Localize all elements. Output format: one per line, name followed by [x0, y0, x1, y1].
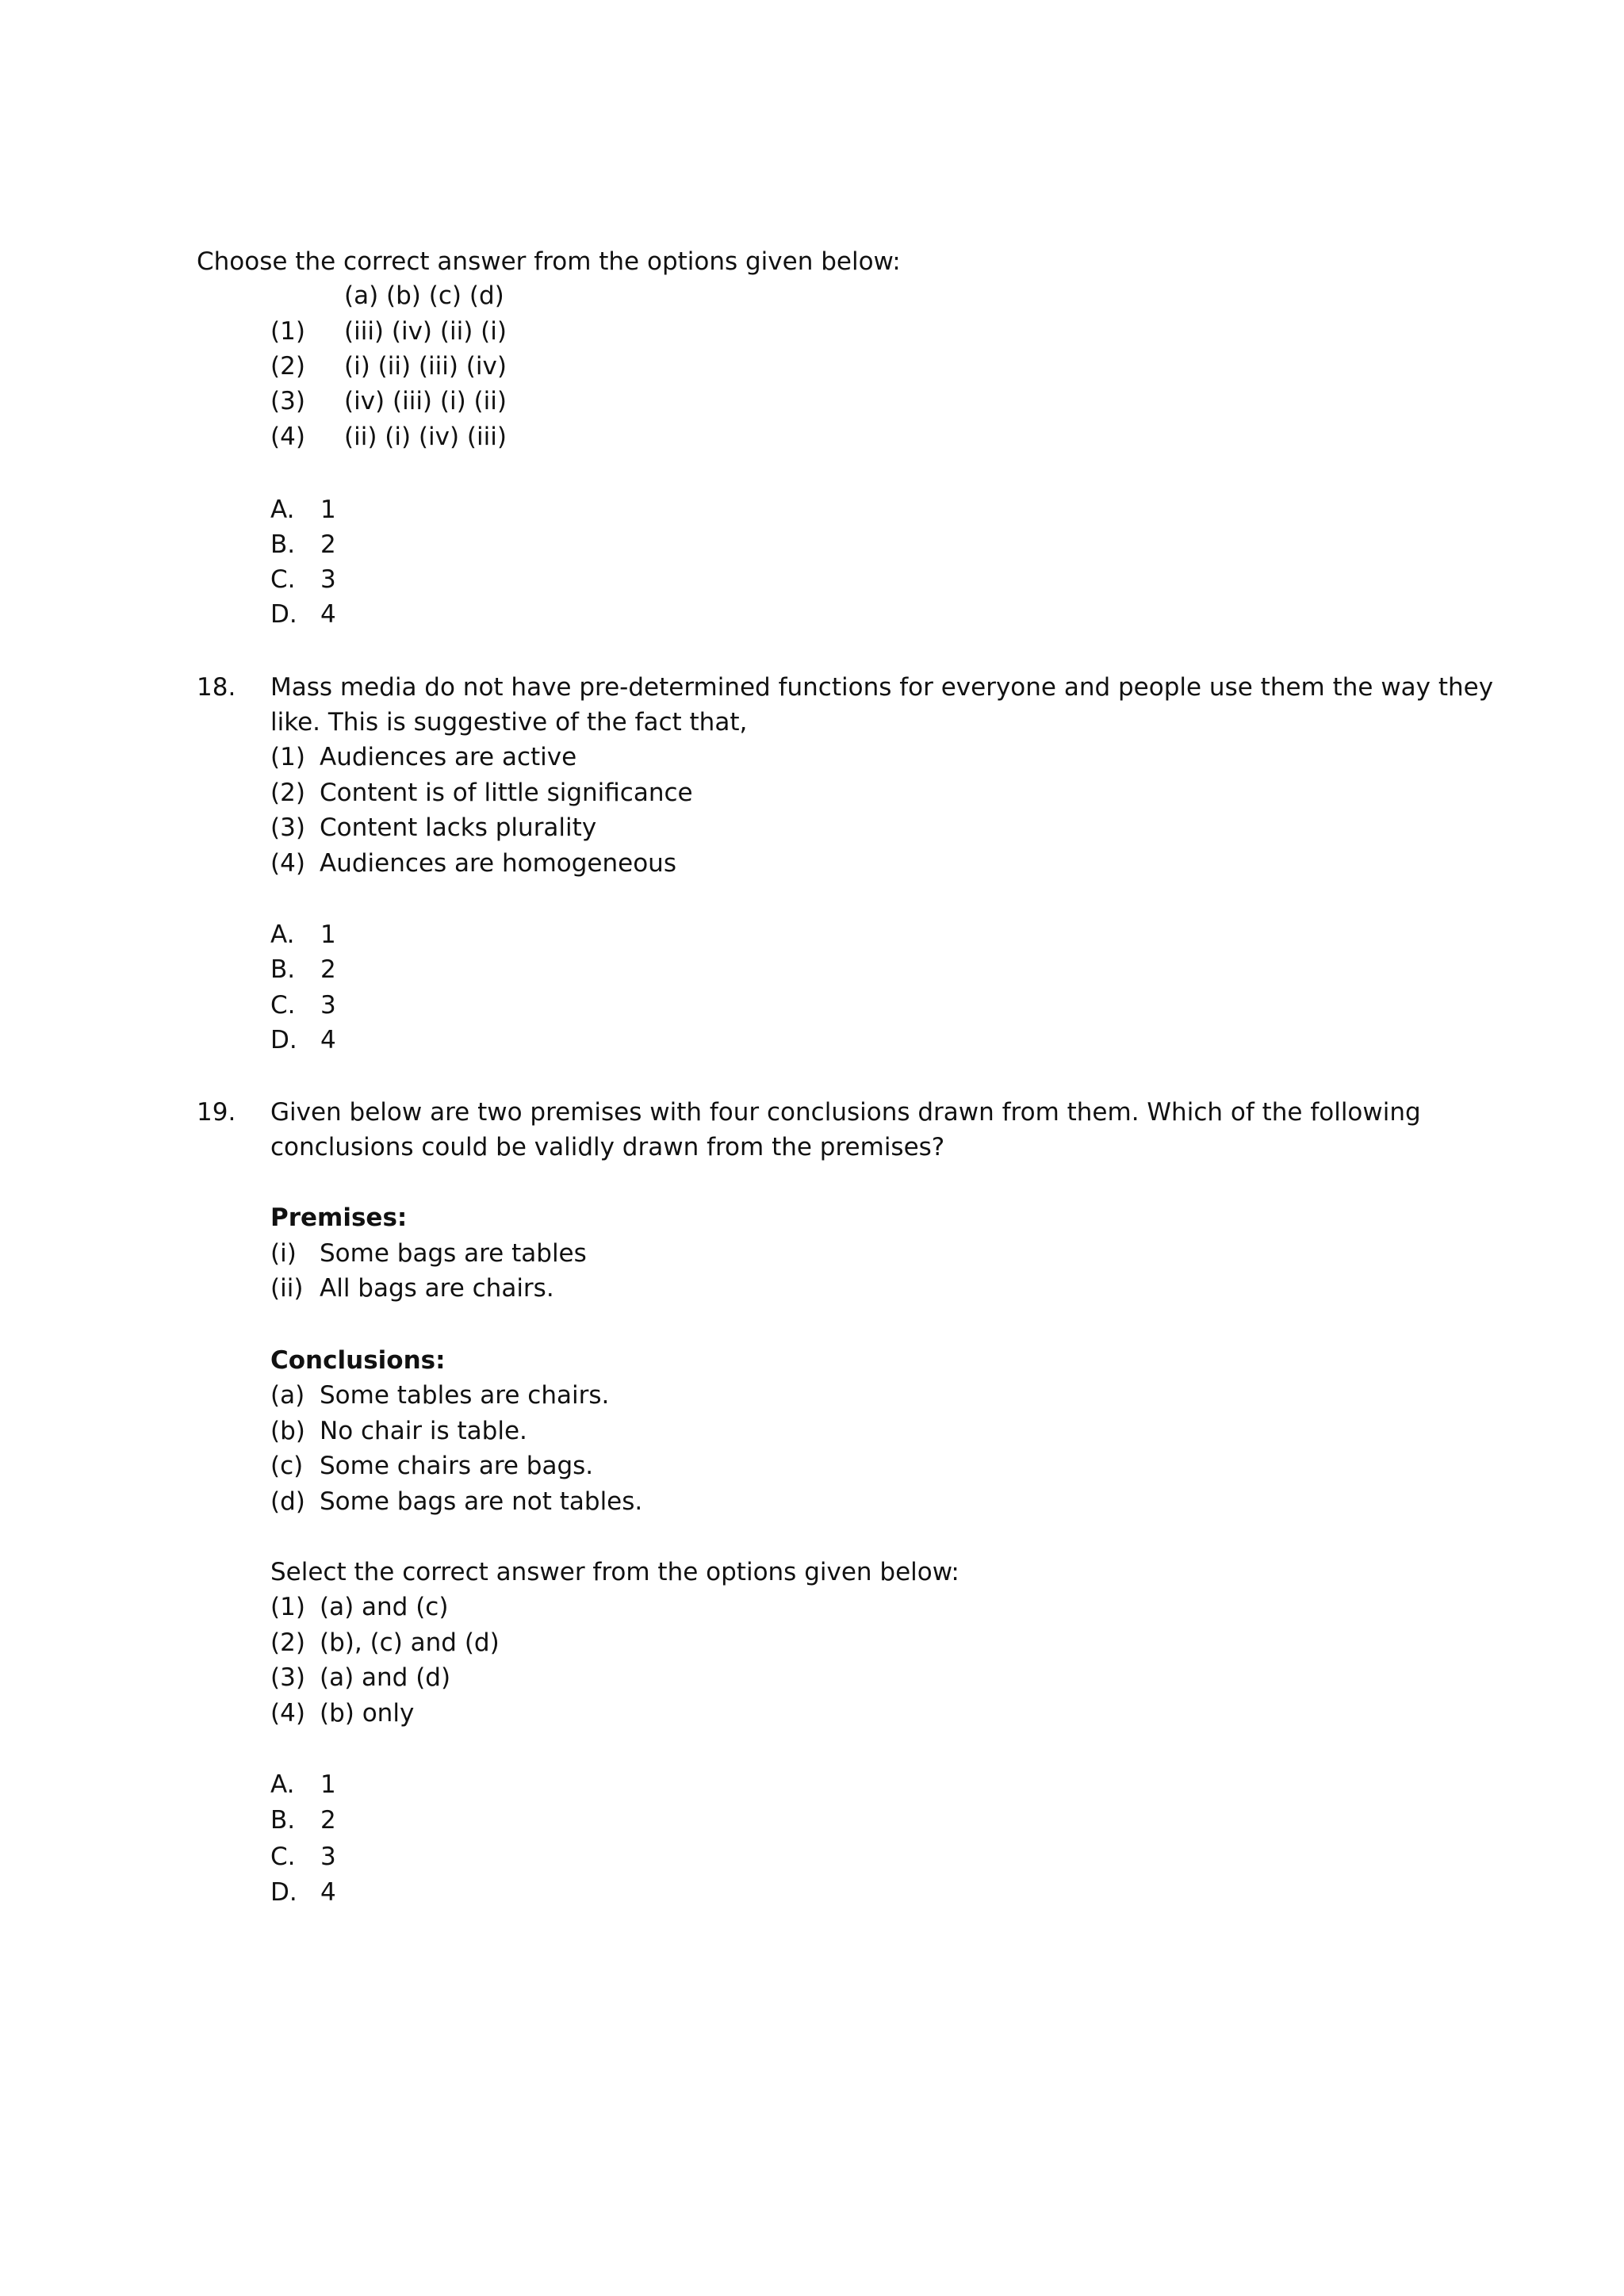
q17-row-number: (1) — [270, 317, 305, 346]
q19-answer-letter: C. — [270, 1843, 296, 1871]
q19-premise-number: (ii) — [270, 1274, 304, 1303]
q19-option-number: (1) — [270, 1593, 305, 1621]
q19-option-text: (b) only — [320, 1699, 415, 1728]
q19-premise-text: Some bags are tables — [320, 1239, 587, 1268]
q19-conclusion-number: (c) — [270, 1452, 304, 1480]
q18-answer-value: 3 — [320, 991, 336, 1020]
q19-option-text: (a) and (d) — [320, 1663, 451, 1692]
q18-answer-letter: A. — [270, 920, 295, 949]
q17-answer-letter: D. — [270, 600, 297, 629]
q18-stem: Mass media do not have pre-determined functions for everyone and people use them the way they — [270, 673, 1494, 702]
q18-number: 18. — [197, 673, 236, 702]
q19-conclusion-text: Some tables are chairs. — [320, 1381, 610, 1410]
q18-option-text: Audiences are homogeneous — [320, 849, 676, 878]
q17-match-header: (a) (b) (c) (d) — [344, 281, 504, 310]
q19-answer-value: 2 — [320, 1806, 336, 1835]
q18-answer-letter: B. — [270, 955, 296, 984]
q18-option-number: (2) — [270, 779, 305, 807]
q19-premise-number: (i) — [270, 1239, 297, 1268]
q17-row-sequence: (i) (ii) (iii) (iv) — [344, 352, 507, 381]
q19-conclusion-text: Some chairs are bags. — [320, 1452, 594, 1480]
q19-stem: conclusions could be validly drawn from the premises? — [270, 1133, 945, 1161]
q18-answer-letter: D. — [270, 1026, 297, 1054]
q17-answer-value: 4 — [320, 600, 336, 629]
q18-answer-value: 1 — [320, 920, 336, 949]
q18-option-number: (3) — [270, 813, 305, 842]
q17-row-number: (3) — [270, 387, 305, 415]
q19-number: 19. — [197, 1098, 236, 1127]
q19-premise-text: All bags are chairs. — [320, 1274, 554, 1303]
q19-conclusions-heading: Conclusions: — [270, 1346, 446, 1375]
q17-answer-value: 3 — [320, 565, 336, 594]
q18-option-text: Content is of little significance — [320, 779, 693, 807]
q17-row-sequence: (iv) (iii) (i) (ii) — [344, 387, 507, 415]
q19-answer-letter: D. — [270, 1878, 297, 1907]
q18-option-text: Audiences are active — [320, 743, 577, 771]
q19-conclusion-text: Some bags are not tables. — [320, 1487, 643, 1516]
q18-answer-value: 4 — [320, 1026, 336, 1054]
q19-answer-value: 4 — [320, 1878, 336, 1907]
q18-option-number: (4) — [270, 849, 305, 878]
q19-option-text: (a) and (c) — [320, 1593, 449, 1621]
q19-answer-letter: B. — [270, 1806, 296, 1835]
q19-answer-letter: A. — [270, 1770, 295, 1799]
q19-stem: Given below are two premises with four conclusions drawn from them. Which of the following — [270, 1098, 1421, 1127]
q19-conclusion-number: (b) — [270, 1417, 305, 1445]
q19-answer-value: 1 — [320, 1770, 336, 1799]
q17-answer-letter: B. — [270, 530, 296, 559]
q17-row-number: (4) — [270, 423, 305, 451]
q17-answer-letter: C. — [270, 565, 296, 594]
q18-option-number: (1) — [270, 743, 305, 771]
q19-option-text: (b), (c) and (d) — [320, 1628, 500, 1657]
q18-option-text: Content lacks plurality — [320, 813, 597, 842]
q17-row-sequence: (iii) (iv) (ii) (i) — [344, 317, 507, 346]
q19-option-number: (2) — [270, 1628, 305, 1657]
q17-row-sequence: (ii) (i) (iv) (iii) — [344, 423, 507, 451]
q17-instruction: Choose the correct answer from the options given below: — [197, 247, 901, 276]
q18-stem: like. This is suggestive of the fact that, — [270, 708, 748, 737]
q19-answer-value: 3 — [320, 1843, 336, 1871]
q17-answer-value: 1 — [320, 496, 336, 524]
q19-conclusion-number: (a) — [270, 1381, 305, 1410]
q19-conclusion-number: (d) — [270, 1487, 305, 1516]
q17-answer-value: 2 — [320, 530, 336, 559]
q17-row-number: (2) — [270, 352, 305, 381]
q19-option-number: (3) — [270, 1663, 305, 1692]
q19-premises-heading: Premises: — [270, 1203, 408, 1232]
q19-instruction: Select the correct answer from the options given below: — [270, 1558, 959, 1586]
q17-answer-letter: A. — [270, 496, 295, 524]
q18-answer-value: 2 — [320, 955, 336, 984]
q18-answer-letter: C. — [270, 991, 296, 1020]
q19-option-number: (4) — [270, 1699, 305, 1728]
q19-conclusion-text: No chair is table. — [320, 1417, 527, 1445]
